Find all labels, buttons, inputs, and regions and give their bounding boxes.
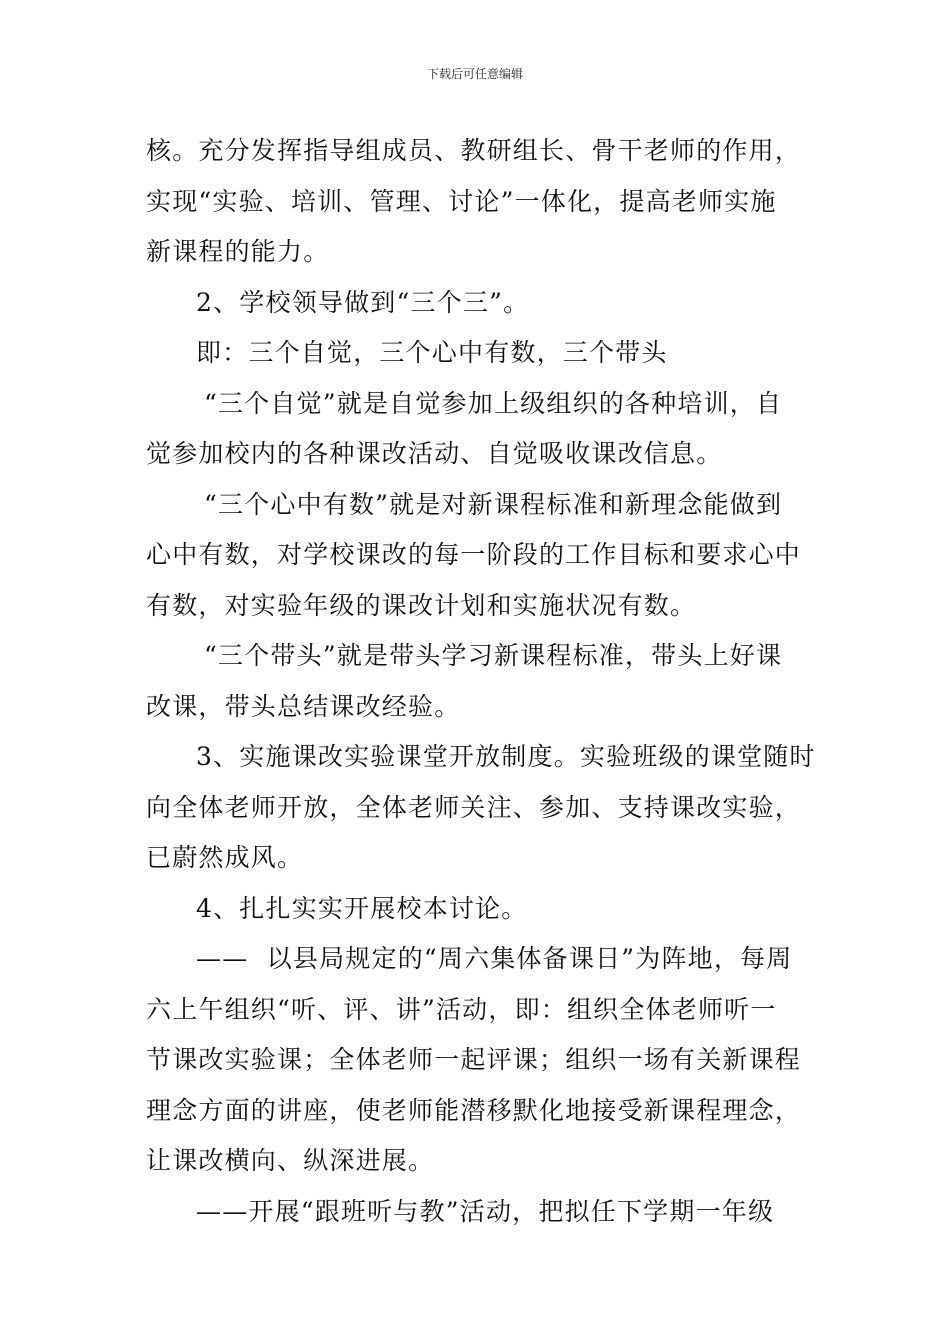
text-line: 心中有数，对学校课改的每一阶段的工作目标和要求心中 — [146, 540, 802, 569]
text-line: 觉参加校内的各种课改活动、自觉吸收课改信息。 — [146, 439, 723, 468]
body-text — [146, 126, 816, 1237]
text-line: 4、扎扎实实开展校本讨论。 — [196, 893, 528, 923]
text-line: 节课改实验课；全体老师一起评课；组织一场有关新课程 — [146, 1045, 802, 1074]
text-line: “三个带头”就是带头学习新课程标准，带头上好课 — [204, 641, 783, 670]
text-line: 已蔚然成风。 — [146, 843, 304, 872]
text-line: 让课改横向、纵深进展。 — [146, 1146, 435, 1175]
text-line: —— 以县局规定的“周六集体备课日”为阵地，每周 — [196, 944, 793, 973]
text-line: 3、实施课改实验课堂开放制度。实验班级的课堂随时 — [196, 742, 816, 771]
text-line: 新课程的能力。 — [146, 237, 330, 266]
page-header: 下载后可任意编辑 — [426, 67, 523, 81]
text-line: 向全体老师开放，全体老师关注、参加、支持课改实验， — [146, 792, 802, 822]
text-line: ——开展“跟班听与教”活动，把拟任下学期一年级 — [196, 1196, 775, 1226]
text-line: 六上午组织“听、评、讲”活动，即：组织全体老师听一 — [146, 994, 777, 1024]
text-line: “三个自觉”就是自觉参加上级组织的各种培训，自 — [204, 388, 783, 418]
text-line: 有数，对实验年级的课改计划和实施状况有数。 — [146, 590, 697, 620]
text-line: “三个心中有数”就是对新课程标准和新理念能做到 — [204, 489, 783, 519]
text-line: 改课，带头总结课改经验。 — [146, 691, 461, 721]
text-line: 理念方面的讲座，使老师能潜移默化地接受新课程理念， — [146, 1095, 802, 1125]
text-line: 2、学校领导做到“三个三”。 — [196, 287, 530, 317]
text-line: 实现“实验、培训、管理、讨论”一体化，提高老师实施 — [146, 186, 777, 216]
text-line: 即：三个自觉，三个心中有数，三个带头 — [196, 338, 668, 367]
text-line: 核。充分发挥指导组成员、教研组长、骨干老师的作用， — [146, 136, 802, 165]
